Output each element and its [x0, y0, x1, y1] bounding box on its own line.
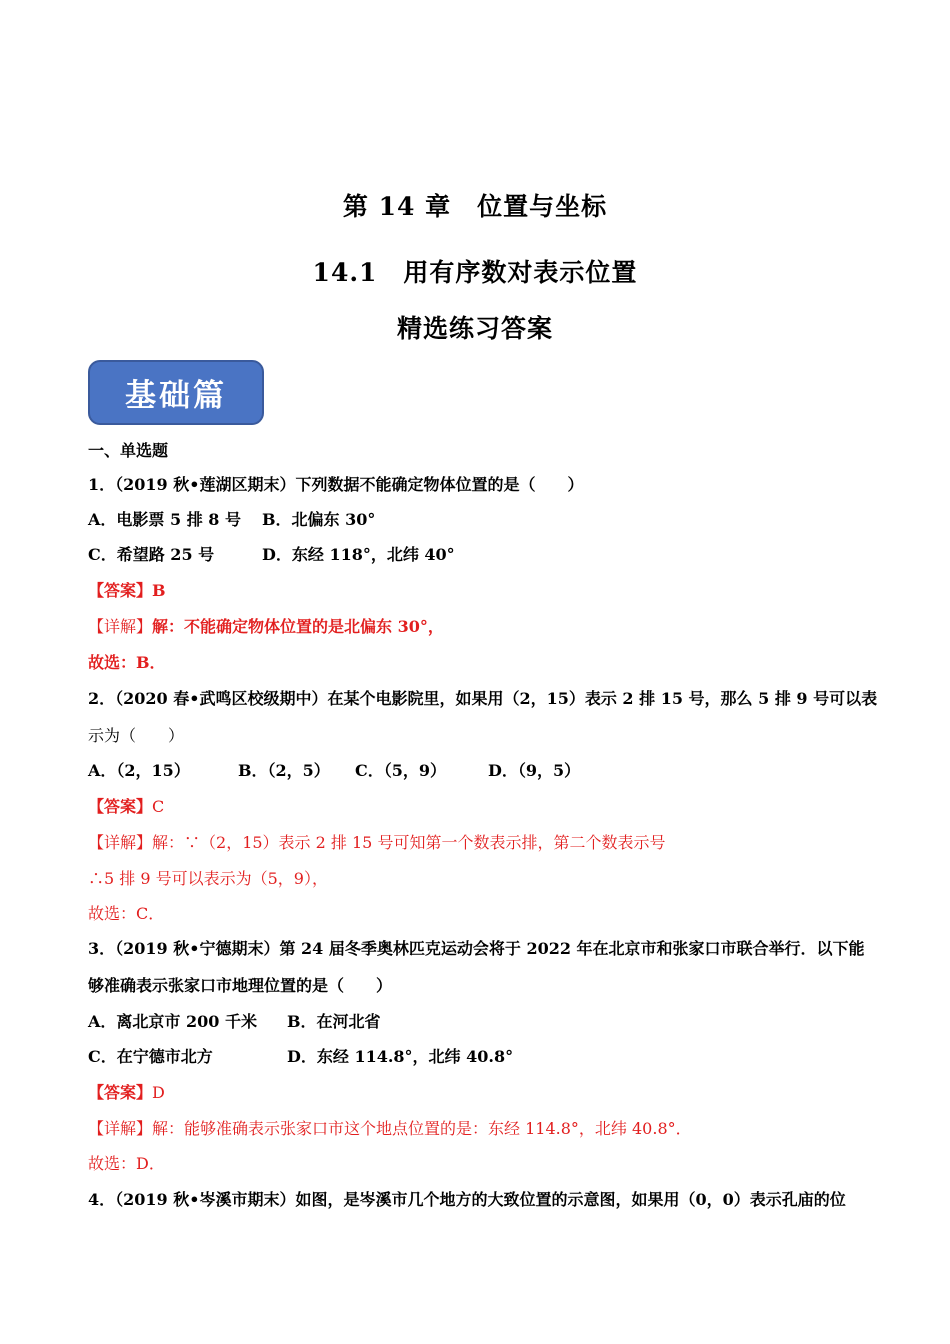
- answer-tag: 【答案】: [88, 797, 153, 816]
- question-3-stem-1: 3．（2019 秋•宁德期末）第 24 届冬季奥林匹克运动会将于 2022 年在北京市和张家口市联合举行．以下能: [88, 939, 865, 958]
- q2-detail-3: 故选：C．: [88, 904, 165, 923]
- q3-option-d: D．东经 114.8°，北纬 40.8°: [287, 1047, 514, 1066]
- section-title: 14.1 用有序数对表示位置: [312, 258, 638, 287]
- q3-option-c: C．在宁德市北方: [88, 1047, 213, 1066]
- q2-option-a: A．（2，15）: [88, 761, 190, 780]
- q1-detail-2: 故选：B．: [88, 653, 166, 672]
- q3-detail-1: [88, 1118, 692, 1140]
- q1-option-d: D．东经 118°，北纬 40°: [262, 545, 455, 564]
- q1-option-a: A．电影票 5 排 8 号: [88, 510, 241, 529]
- q2-answer: [88, 796, 164, 818]
- question-1-stem: 1．（2019 秋•莲湖区期末）下列数据不能确定物体位置的是（ ）: [88, 475, 584, 494]
- q2-option-b: B．（2，5）: [238, 761, 330, 780]
- q1-detail-1: [88, 616, 444, 638]
- q3-detail-2: 故选：D．: [88, 1154, 165, 1173]
- q2-detail-1: [88, 832, 665, 854]
- detail-tag: 【详解】: [88, 833, 153, 852]
- q1-option-c: C．希望路 25 号: [88, 545, 215, 564]
- q1-option-b: B．北偏东 30°: [262, 510, 376, 529]
- q3-option-b: B．在河北省: [287, 1012, 381, 1031]
- q3-option-a: A．离北京市 200 千米: [88, 1012, 257, 1031]
- answer-tag: 【答案】: [88, 1083, 153, 1102]
- level-badge: 基础篇: [88, 360, 264, 425]
- page-subtitle: 精选练习答案: [396, 314, 553, 343]
- part-label: 一、单选题: [88, 441, 169, 460]
- question-3-stem-2: 够准确表示张家口市地理位置的是（ ）: [88, 976, 393, 995]
- detail-text: 解：能够准确表示张家口市这个地点位置的是：东经 114.8°，北纬 40.8°．: [152, 1119, 692, 1138]
- question-4-stem: 4．（2019 秋•岑溪市期末）如图，是岑溪市几个地方的大致位置的示意图，如果用（0，0）表示孔庙的位: [88, 1190, 846, 1209]
- chapter-title: 第 14 章 位置与坐标: [342, 192, 608, 221]
- detail-tag: 【详解】: [88, 617, 153, 636]
- detail-text: 解：不能确定物体位置的是北偏东 30°，: [152, 617, 444, 636]
- answer-value: C: [152, 797, 165, 816]
- answer-tag: 【答案】: [88, 581, 153, 600]
- question-2-stem-1: 2．（2020 春•武鸣区校级期中）在某个电影院里，如果用（2，15）表示 2 排 15 号，那么 5 排 9 号可以表: [88, 689, 878, 708]
- q2-detail-2: ∴5 排 9 号可以表示为（5，9），: [88, 869, 328, 888]
- q1-answer: [88, 580, 166, 602]
- question-2-stem-2: 示为（ ）: [88, 726, 185, 745]
- detail-tag: 【详解】: [88, 1119, 153, 1138]
- answer-value: B: [152, 581, 166, 600]
- q2-option-d: D．（9，5）: [488, 761, 581, 780]
- q2-option-c: C．（5，9）: [355, 761, 447, 780]
- answer-value: D: [152, 1083, 165, 1102]
- q3-answer: [88, 1082, 165, 1104]
- detail-text: 解：∵（2，15）表示 2 排 15 号可知第一个数表示排，第二个数表示号: [152, 833, 666, 852]
